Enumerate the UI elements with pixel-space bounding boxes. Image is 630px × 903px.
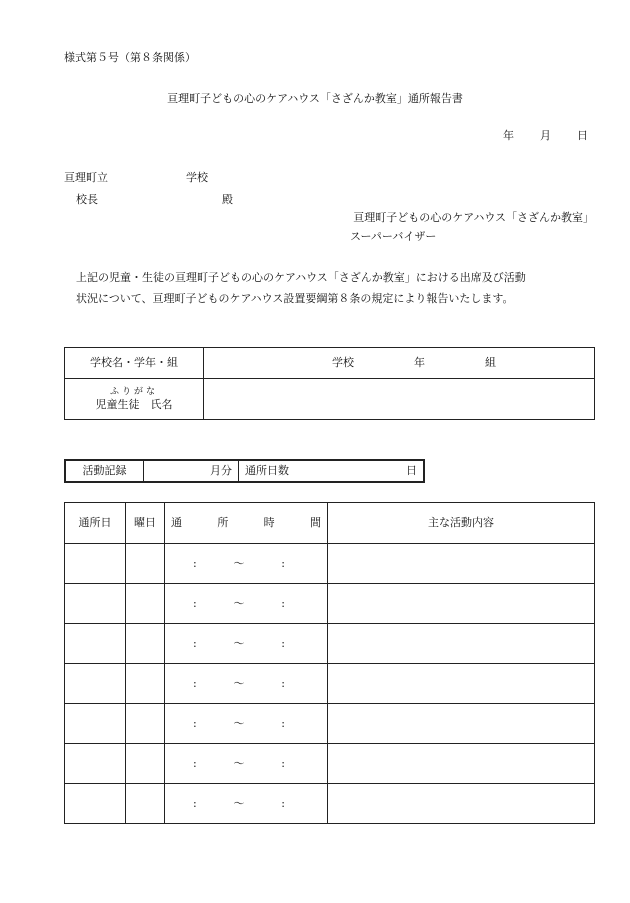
attendance-log-table [64, 502, 595, 824]
activity-cell[interactable] [328, 624, 595, 664]
time-colon: : [193, 636, 197, 650]
time-cell[interactable] [165, 584, 328, 624]
table-row [65, 664, 595, 704]
addressee-honorific: 殿 [222, 193, 233, 206]
date-cell[interactable] [65, 744, 126, 784]
time-cell[interactable] [165, 664, 328, 704]
activity-cell[interactable] [328, 664, 595, 704]
days-suffix: 日 [406, 464, 417, 477]
header-date: 通所日 [65, 503, 126, 544]
document-title: 亘理町子どもの心のケアハウス「さざんか教室」通所報告書 [167, 92, 463, 105]
weekday-cell[interactable] [126, 624, 165, 664]
time-tilde: ～ [233, 556, 245, 570]
activity-cell[interactable] [328, 544, 595, 584]
table-row [65, 744, 595, 784]
month-field[interactable] [144, 460, 239, 482]
date-cell[interactable] [65, 784, 126, 824]
table-row [65, 784, 595, 824]
time-tilde: ～ [233, 756, 245, 770]
school-grade-class-label: 学校名・学年・組 [65, 348, 204, 379]
student-info-table [64, 347, 595, 420]
time-colon: : [193, 756, 197, 770]
addressee-school: 学校 [186, 171, 208, 184]
addressee-town: 亘理町立 [64, 171, 108, 184]
time-colon: : [281, 556, 285, 570]
time-tilde: ～ [233, 716, 245, 730]
time-colon: : [193, 716, 197, 730]
weekday-cell[interactable] [126, 704, 165, 744]
activity-cell[interactable] [328, 744, 595, 784]
student-name-field[interactable] [204, 379, 595, 420]
student-name-label [65, 379, 204, 420]
activity-cell[interactable] [328, 584, 595, 624]
activity-record-header [64, 459, 425, 483]
date-line [503, 129, 588, 143]
header-time [165, 503, 328, 544]
date-cell[interactable] [65, 624, 126, 664]
time-colon: : [193, 556, 197, 570]
time-colon: : [281, 716, 285, 730]
class-suffix: 組 [485, 356, 496, 369]
body-line-2: 状況について、亘理町子どものケアハウス設置要綱第８条の規定により報告いたします。 [76, 292, 514, 305]
date-cell[interactable] [65, 664, 126, 704]
year-suffix: 年 [414, 356, 425, 369]
time-tilde: ～ [233, 596, 245, 610]
attendance-days-field[interactable] [239, 460, 425, 482]
header-time-char: 時 [263, 516, 275, 529]
header-time-char: 間 [309, 516, 321, 529]
time-colon: : [193, 796, 197, 810]
time-colon: : [193, 596, 197, 610]
time-cell[interactable] [165, 704, 328, 744]
header-time-char: 通 [171, 516, 182, 529]
table-row [65, 624, 595, 664]
log-rows [65, 544, 595, 824]
attendance-days-label: 通所日数 [245, 464, 289, 477]
weekday-cell[interactable] [126, 784, 165, 824]
time-colon: : [281, 636, 285, 650]
time-cell[interactable] [165, 624, 328, 664]
school-grade-class-field[interactable] [204, 348, 595, 379]
date-month-label: 月 [540, 129, 551, 142]
month-suffix: 月分 [210, 464, 232, 477]
weekday-cell[interactable] [126, 584, 165, 624]
time-cell[interactable] [165, 744, 328, 784]
time-tilde: ～ [233, 796, 245, 810]
form-number: 様式第５号（第８条関係） [64, 51, 196, 64]
time-cell[interactable] [165, 784, 328, 824]
date-cell[interactable] [65, 704, 126, 744]
sender-organization: 亘理町子どもの心のケアハウス「さざんか教室」 [353, 211, 594, 224]
header-weekday: 曜日 [126, 503, 165, 544]
date-cell[interactable] [65, 544, 126, 584]
activity-cell[interactable] [328, 704, 595, 744]
weekday-cell[interactable] [126, 744, 165, 784]
school-suffix: 学校 [332, 356, 354, 369]
time-colon: : [281, 596, 285, 610]
date-day-label: 日 [577, 129, 588, 142]
time-colon: : [281, 756, 285, 770]
header-time-char: 所 [217, 516, 229, 529]
date-year-label: 年 [503, 129, 514, 142]
weekday-cell[interactable] [126, 544, 165, 584]
body-paragraph [64, 267, 594, 309]
name-label: 児童生徒 氏名 [95, 398, 173, 411]
time-tilde: ～ [233, 676, 245, 690]
activity-cell[interactable] [328, 784, 595, 824]
sender-role: スーパーバイザー [350, 230, 437, 243]
date-cell[interactable] [65, 584, 126, 624]
header-activity: 主な活動内容 [328, 503, 595, 544]
addressee-principal: 校長 [76, 193, 98, 206]
time-tilde: ～ [233, 636, 245, 650]
table-row [65, 584, 595, 624]
time-cell[interactable] [165, 544, 328, 584]
table-row [65, 704, 595, 744]
time-colon: : [281, 676, 285, 690]
time-colon: : [193, 676, 197, 690]
table-row [65, 544, 595, 584]
time-colon: : [281, 796, 285, 810]
body-line-1: 上記の児童・生徒の亘理町子どもの心のケアハウス「さざんか教室」における出席及び活動 [76, 271, 526, 284]
weekday-cell[interactable] [126, 664, 165, 704]
furigana-label: ふりがな [109, 387, 158, 397]
activity-record-label: 活動記録 [65, 460, 144, 482]
